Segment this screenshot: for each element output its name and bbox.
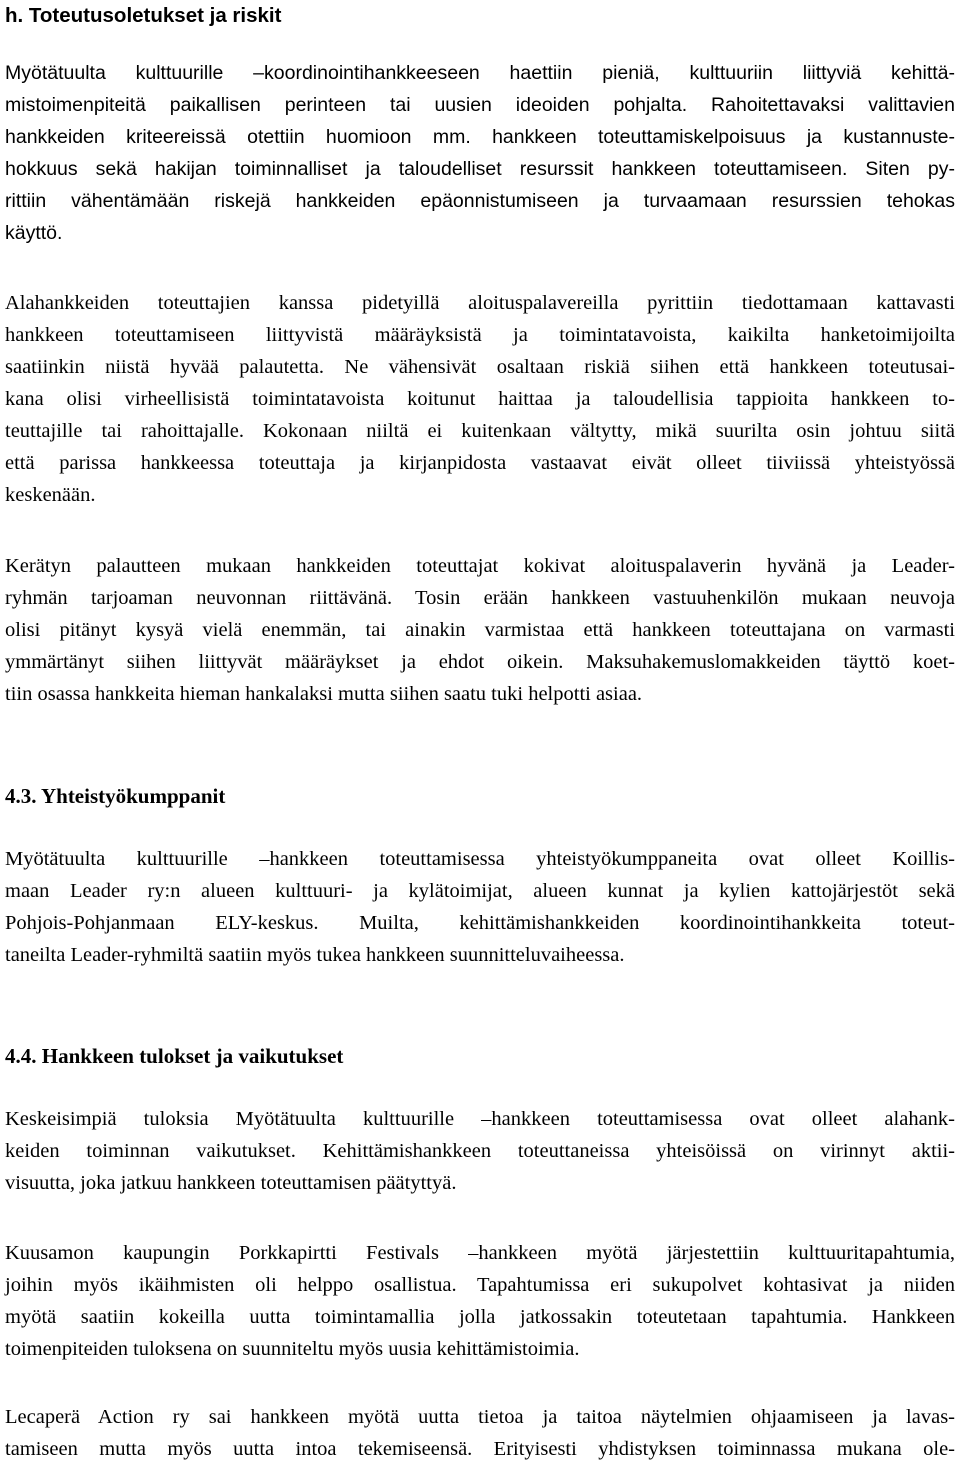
text-line: myötä saatiin kokeilla uutta toimintamallia jolla jatkossakin toteutetaan tapahtumia. Hankkeen [5, 1306, 955, 1328]
text-line: mistoimenpiteitä paikallisen perinteen tai uusien ideoiden pohjalta. Rahoitettavaksi valittavien [5, 94, 955, 116]
paragraph-h-3 [5, 550, 955, 710]
text-line: että parissa hankkeessa toteuttaja ja kirjanpidosta vastaavat eivät olleet tiiviissä yhteistyössä [5, 452, 955, 474]
text-line: teuttajille tai rahoittajalle. Kokonaan niiltä ei kuitenkaan vältytty, mikä suurilta osin johtuu siitä [5, 420, 955, 442]
text-line: rittiin vähentämään riskejä hankkeiden epäonnistumiseen ja turvaamaan resurssien tehokas [5, 190, 955, 212]
text-line: Keskeisimpiä tuloksia Myötätuulta kulttuurille –hankkeen toteuttamisessa ovat olleet alahank- [5, 1108, 955, 1130]
text-line: Myötätuulta kulttuurille –koordinointihankkeeseen haettiin pieniä, kulttuuriin liittyviä kehittä- [5, 62, 955, 84]
text-line: hankkeen toteuttamiseen liittyvistä määräyksistä ja toimintatavoista, kaikilta hanketoimijoilta [5, 324, 955, 346]
text-line: Myötätuulta kulttuurille –hankkeen toteuttamisessa yhteistyökumppaneita ovat olleet Koillis- [5, 848, 955, 870]
paragraph-4-4-1 [5, 1103, 955, 1199]
section-heading-h: h. Toteutusoletukset ja riskit [5, 4, 282, 27]
paragraph-4-4-2 [5, 1237, 955, 1365]
text-line: Pohjois-Pohjanmaan ELY-keskus. Muilta, kehittämishankkeiden koordinointihankkeita toteut- [5, 912, 955, 934]
text-line: keskenään. [5, 484, 96, 506]
text-line: kana olisi virheellisistä toimintatavoista koitunut haittaa ja taloudellisia tappioita hankkeen to- [5, 388, 955, 410]
text-line: Kerätyn palautteen mukaan hankkeiden toteuttajat kokivat aloituspalaverin hyvänä ja Leader- [5, 555, 955, 577]
text-line: keiden toiminnan vaikutukset. Kehittämishankkeen toteuttaneissa yhteisöissä on virinnyt aktii- [5, 1140, 955, 1162]
section-heading-4-3: 4.3. Yhteistyökumppanit [5, 784, 226, 808]
section-heading-4-4: 4.4. Hankkeen tulokset ja vaikutukset [5, 1044, 344, 1068]
text-line: taneilta Leader-ryhmiltä saatiin myös tukea hankkeen suunnitteluvaiheessa. [5, 944, 625, 966]
text-line: ryhmän tarjoaman neuvonnan riittävänä. Tosin erään hankkeen vastuuhenkilön mukaan neuvoja [5, 587, 955, 609]
text-line: Kuusamon kaupungin Porkkapirtti Festivals –hankkeen myötä järjestettiin kulttuuritapahtumia, [5, 1242, 955, 1264]
text-line: hankkeiden kriteereissä otettiin huomioon mm. hankkeen toteuttamiskelpoisuus ja kustannuste- [5, 126, 955, 148]
text-line: tamiseen mutta myös uutta intoa tekemiseensä. Erityisesti yhdistyksen toiminnassa mukana ole- [5, 1438, 955, 1460]
paragraph-4-3-1 [5, 843, 955, 971]
text-line: käyttö. [5, 222, 63, 244]
text-line: maan Leader ry:n alueen kulttuuri- ja kylätoimijat, alueen kunnat ja kylien kattojärjestöt sekä [5, 880, 955, 902]
text-line: hokkuus sekä hakijan toiminnalliset ja taloudelliset resurssit hankkeen toteuttamiseen. Siten py- [5, 158, 955, 180]
text-line: joihin myös ikäihmisten oli helppo osallistua. Tapahtumissa eri sukupolvet kohtasivat ja niiden [5, 1274, 955, 1296]
text-line: saatiinkin niistä hyvää palautetta. Ne vähensivät osaltaan riskiä siihen että hankkeen toteutusai- [5, 356, 955, 378]
text-line: toimenpiteiden tuloksena on suunniteltu myös uusia kehittämistoimia. [5, 1338, 580, 1360]
text-line: Lecaperä Action ry sai hankkeen myötä uutta tietoa ja taitoa näytelmien ohjaamiseen ja lavas- [5, 1406, 955, 1428]
text-line: Alahankkeiden toteuttajien kanssa pidetyillä aloituspalavereilla pyrittiin tiedottamaan kattavasti [5, 292, 955, 314]
text-line: ymmärtänyt siihen liittyvät määräykset ja ehdot oikein. Maksuhakemuslomakkeiden täyttö koet- [5, 651, 955, 673]
paragraph-h-2 [5, 287, 955, 511]
text-line: olisi pitänyt kysyä vielä enemmän, tai ainakin varmistaa että hankkeen toteuttajana on varmasti [5, 619, 955, 641]
paragraph-4-4-3 [5, 1401, 955, 1465]
paragraph-h-1 [5, 57, 955, 249]
text-line: visuutta, joka jatkuu hankkeen toteuttamisen päätyttyä. [5, 1172, 457, 1194]
text-line: tiin osassa hankkeita hieman hankalaksi mutta siihen saatu tuki helpotti asiaa. [5, 683, 643, 705]
